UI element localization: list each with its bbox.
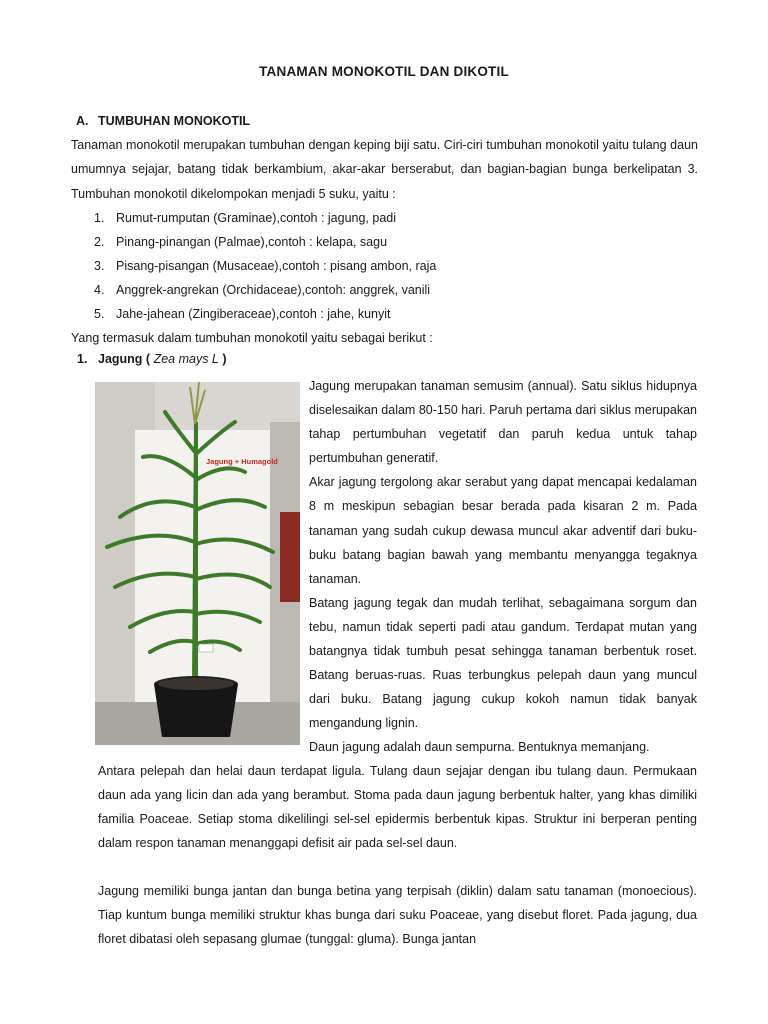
paragraph-daun-continued: Antara pelepah dan helai daun terdapat ligula. Tulang daun sejajar dengan ibu tulang daun. Permukaan daun ada yang licin dan ada yang berambut. Stoma pada daun jagung berbentuk halter, yang khas dimiliki familia Poaceae. Setiap stoma dikelilingi sel-sel epidermis berbentuk kipas. Struktur ini berperan penting dalam respon tanaman menanggapi defisit air pada sel-sel daun. [98,764,697,851]
paragraph-siklus: Jagung merupakan tanaman semusim (annual). Satu siklus hidupnya diselesaikan dalam 80-150 hari. Paruh pertama dari siklus merupakan tahap pertumbuhan vegetatif dan paruh kedua untuk tahap pertumbuhan generatif. [309,379,697,466]
list-item: 5. Jahe-jahean (Zingiberaceae),contoh : jahe, kunyit [94,307,391,321]
list-item: 3. Pisang-pisangan (Musaceae),contoh : pisang ambon, raja [94,259,437,273]
intro-paragraph: Tanaman monokotil merupakan tumbuhan dengan keping biji satu. Ciri-ciri tumbuhan monokotil yaitu tulang daun umumnya sejajar, batang tidak berkambium, akar-akar berserabut, dan bagian-bagian bunga berkelipatan 3. Tumbuhan monokotil dikelompokan menjadi 5 suku, yaitu : [71,138,698,201]
paragraph-bunga: Jagung memiliki bunga jantan dan bunga betina yang terpisah (diklin) dalam satu tanaman (monoecious). Tiap kuntum bunga memiliki struktur khas bunga dari suku Poaceae, yang disebut floret. Pada jagung, dua floret dibatasi oleh sepasang glumae (tunggal: gluma). Bunga jantan [98,884,697,947]
list-item: 2. Pinang-pinangan (Palmae),contoh : kelapa, sagu [94,235,388,249]
lead-paragraph: Yang termasuk dalam tumbuhan monokotil yaitu sebagai berikut : [71,331,433,345]
paragraph-akar: Akar jagung tergolong akar serabut yang dapat mencapai kedalaman 8 m meskipun sebagian besar berada pada kisaran 2 m. Pada tanaman yang sudah cukup dewasa muncul akar adventif dari buku-buku batang bagian bawah yang membantu menyangga tegaknya tanaman. [309,475,697,586]
section-heading [76,114,250,128]
paragraph-batang: Batang jagung tegak dan mudah terlihat, sebagaimana sorgum dan tebu, namun tidak seperti padi atau gandum. Terdapat mutan yang batangnya tidak tumbuh pesat sehingga tanaman berbentuk roset. Batang beruas-ruas. Ruas terbungkus pelepah daun yang muncul dari buku. Batang jagung cukup kokoh namun tidak banyak mengandung lignin. [309,595,697,731]
list-item: 1. Rumut-rumputan (Graminae),contoh : jagung, padi [94,211,397,225]
section-title: TUMBUHAN MONOKOTIL [98,114,251,128]
item-heading-jagung: 1. Jagung ( Zea mays L ) [77,352,227,366]
jagung-description-column [309,374,697,760]
suku-list [94,206,436,326]
list-item: 4. Anggrek-angrekan (Orchidaceae),contoh: anggrek, vanili [94,283,431,297]
page-title: TANAMAN MONOKOTIL DAN DIKOTIL [259,64,509,79]
paragraph-daun-start: Daun jagung adalah daun sempurna. Bentuknya memanjang. [309,740,650,755]
photo-caption: Jagung + Humagold [206,457,278,466]
corn-plant-photo [95,382,300,745]
section-label: A. [76,114,89,128]
latin-name: Zea mays L [153,352,219,366]
